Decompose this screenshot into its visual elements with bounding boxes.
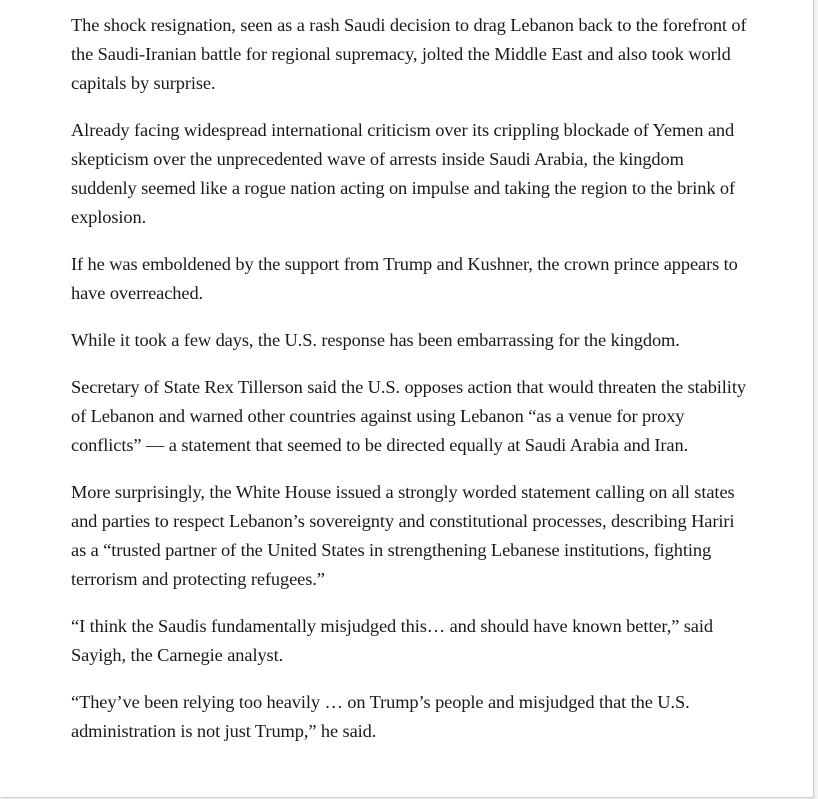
paragraph-shock-resignation: The shock resignation, seen as a rash Saudi decision to drag Lebanon back to the forefront of the Saudi-Iranian battle for regional supremacy, jolted the Middle East and also took world capitals by surprise. [71,15,747,93]
paragraph-white-house-statement: More surprisingly, the White House issued a strongly worded statement calling on all states and parties to respect Lebanon’s sovereignty and constitutional processes, describing Hariri as a “trusted partner of the United States in strengthening Lebanese institutions, fighting terrorism and protecting refugees.” [71,482,735,589]
paragraph-sayigh-quote: “I think the Saudis fundamentally misjudged this… and should have known better,” said Sayigh, the Carnegie analyst. [71,616,713,665]
paragraph-crown-prince-overreached: If he was emboldened by the support from Trump and Kushner, the crown prince appears to have overreached. [71,254,738,303]
paragraph-relying-on-trump-quote: “They’ve been relying too heavily … on Trump’s people and misjudged that the U.S. administration is not just Trump,” he said. [71,692,690,741]
paragraph-international-criticism: Already facing widespread international criticism over its crippling blockade of Yemen and skepticism over the unprecedented wave of arrests inside Saudi Arabia, the kingdom suddenly seemed like a rogue nation acting on impulse and taking the region to the brink of explosion. [71,120,736,227]
paragraph-tillerson-statement: Secretary of State Rex Tillerson said the U.S. opposes action that would threaten the stability of Lebanon and warned other countries against using Lebanon “as a venue for proxy conflicts” — a statement that seemed to be directed equally at Saudi Arabia and Iran. [71,377,746,455]
article-body [71,11,751,764]
paragraph-us-response: While it took a few days, the U.S. response has been embarrassing for the kingdom. [71,330,680,350]
